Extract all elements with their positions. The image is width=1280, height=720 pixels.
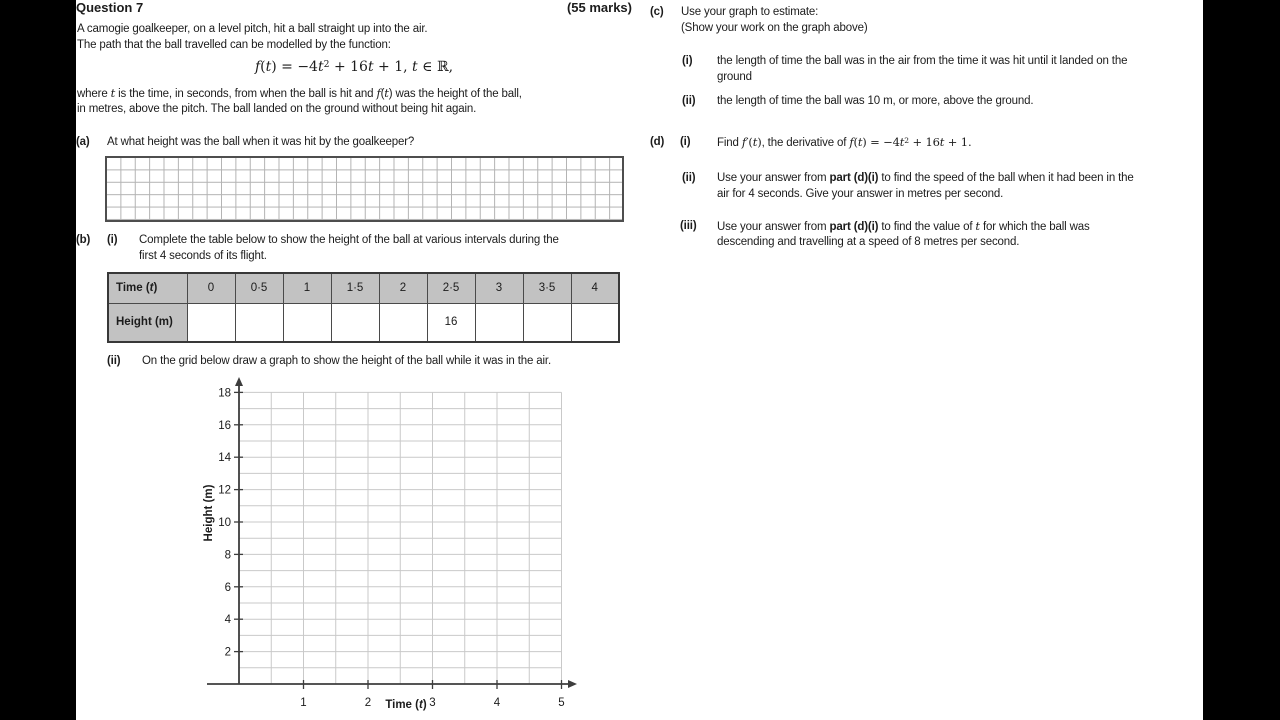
part-b-i-line-1: Complete the table below to show the height of the ball at various intervals during the xyxy=(139,234,559,246)
x-axis-arrow xyxy=(568,680,577,688)
y-tick-label: 4 xyxy=(224,614,231,627)
table-height-cell xyxy=(283,303,331,342)
part-d-marker: (d) xyxy=(650,136,665,148)
graph-y-axis-label: Height (m) xyxy=(203,484,215,542)
part-c-i-marker: (i) xyxy=(682,55,693,67)
y-tick-label: 6 xyxy=(224,581,231,594)
graph-x-axis-label: Time (t) xyxy=(385,699,427,711)
table-height-cell xyxy=(187,303,235,342)
part-b-ii-text: On the grid below draw a graph to show the height of the ball while it was in the air. xyxy=(142,355,552,367)
table-height-cell xyxy=(331,303,379,342)
intro-line-1: A camogie goalkeeper, on a level pitch, hit a ball straight up into the air. xyxy=(77,23,428,35)
part-a-marker: (a) xyxy=(76,136,90,148)
table-time-label: Time (t) xyxy=(108,273,187,303)
table-time-value: 3 xyxy=(475,273,523,303)
marks-label: (55 marks) xyxy=(566,0,632,15)
x-tick-label: 3 xyxy=(429,697,436,709)
y-tick-label: 8 xyxy=(224,549,231,562)
part-c-ii-line-1: the length of time the ball was 10 m, or more, above the ground. xyxy=(717,95,1034,107)
part-c-i-line-1: the length of time the ball was in the air from the time it was hit until it landed on the xyxy=(717,55,1128,67)
part-b-ii-marker: (ii) xyxy=(107,355,121,367)
y-tick-label: 2 xyxy=(224,646,231,659)
y-tick-label: 16 xyxy=(218,419,231,432)
part-c-line-1: Use your graph to estimate: xyxy=(681,6,819,18)
table-height-cell: 16 xyxy=(427,303,475,342)
table-time-value: 2·5 xyxy=(427,273,475,303)
part-d-iii-marker: (iii) xyxy=(680,220,697,232)
table-time-value: 0·5 xyxy=(235,273,283,303)
part-c-i-line-2: ground xyxy=(717,71,752,83)
x-tick-label: 1 xyxy=(300,697,307,709)
table-time-value: 4 xyxy=(571,273,619,303)
part-d-ii-line-2: air for 4 seconds. Give your answer in metres per second. xyxy=(717,188,1004,200)
table-height-cell xyxy=(571,303,619,342)
intro-line-3: where t is the time, in seconds, from when the ball is hit and f(t) was the height of the ball, xyxy=(77,86,522,100)
part-d-i-text: Find f′(t), the derivative of $f(t) = -4t^2 + 16t + 1$. xyxy=(717,135,972,149)
table-height-cell xyxy=(523,303,571,342)
table-height-label: Height (m) xyxy=(108,303,187,342)
intro-line-2: The path that the ball travelled can be modelled by the function: xyxy=(77,39,391,51)
y-tick-label: 12 xyxy=(218,484,231,497)
table-time-value: 3·5 xyxy=(523,273,571,303)
intro-line-4: in metres, above the pitch. The ball landed on the ground without being hit again. xyxy=(77,103,477,115)
table-height-cell xyxy=(379,303,427,342)
table-time-value: 1·5 xyxy=(331,273,379,303)
y-tick-label: 18 xyxy=(218,387,231,400)
question-title: Question 7 xyxy=(76,0,144,15)
x-tick-label: 4 xyxy=(493,697,501,709)
part-d-iii-line-1: Use your answer from part (d)(i) to find the value of t for which the ball was xyxy=(717,219,1090,233)
height-table xyxy=(107,272,620,343)
exam-page xyxy=(76,0,1203,720)
table-time-value: 2 xyxy=(379,273,427,303)
part-b-marker: (b) xyxy=(76,234,91,246)
table-time-value: 1 xyxy=(283,273,331,303)
part-d-iii-line-2: descending and travelling at a speed of 8 metres per second. xyxy=(717,236,1020,248)
table-time-value: 0 xyxy=(187,273,235,303)
table-height-cell xyxy=(475,303,523,342)
part-d-ii-marker: (ii) xyxy=(682,172,696,184)
function-formula: $f(t) = -4t^2 + 16t + 1$, t ∈ ℝ, xyxy=(254,58,454,75)
part-c-marker: (c) xyxy=(650,6,664,18)
part-b-i-marker: (i) xyxy=(107,234,118,246)
part-c-ii-marker: (ii) xyxy=(682,95,696,107)
x-tick-label: 2 xyxy=(364,697,372,709)
y-tick-label: 14 xyxy=(218,452,231,465)
y-axis-arrow xyxy=(235,377,243,386)
height-time-graph xyxy=(190,376,670,720)
part-b-i-line-2: first 4 seconds of its flight. xyxy=(139,250,267,262)
table-height-cell xyxy=(235,303,283,342)
x-tick-label: 5 xyxy=(558,697,565,709)
answer-grid-part-a xyxy=(105,156,624,222)
part-d-i-marker: (i) xyxy=(680,136,691,148)
part-a-text: At what height was the ball when it was hit by the goalkeeper? xyxy=(107,136,415,148)
y-tick-label: 10 xyxy=(218,517,231,529)
part-d-ii-line-1: Use your answer from part (d)(i) to find the speed of the ball when it had been in the xyxy=(717,172,1134,184)
part-c-line-2: (Show your work on the graph above) xyxy=(681,22,868,34)
